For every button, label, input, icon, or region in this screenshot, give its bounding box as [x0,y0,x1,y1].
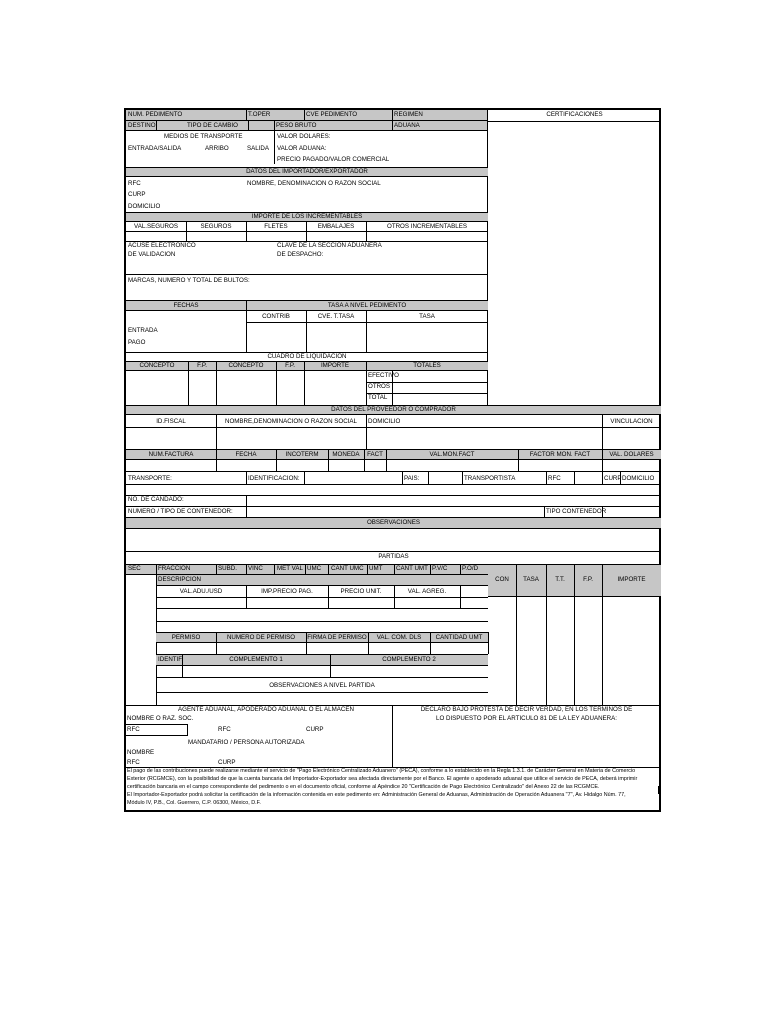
aduana-label: ADUANA [394,122,420,129]
destino-label: DESTINO [128,122,156,129]
otros-label: OTROS [368,383,391,390]
liq-importe: IMPORTE [320,362,350,369]
umc-label: UMC [307,565,322,572]
tipo-cambio-label: TIPO DE CAMBIO [187,122,238,129]
val-seguros-label: VAL.SEGUROS [134,223,178,230]
partidas-title: PARTIDAS [378,553,409,560]
sec-label: SEC [128,565,141,572]
transportista-label: TRANSPORTISTA [464,475,516,482]
fact-label: FACT [367,451,383,458]
liq-totales: TOTALES [413,362,441,369]
certificaciones-label: CERTIFICACIONES [546,111,603,118]
efectivo-label: EFECTIVO [368,372,399,379]
importador-nombre-label: NOMBRE, DENOMINACION O RAZON SOCIAL [247,180,381,187]
agente-rfc-label-2: RFC [218,726,231,733]
fecha-entrada-label: ENTRADA [128,327,158,334]
fletes-label: FLETES [264,223,288,230]
arribo-label: ARRIBO [205,145,229,152]
importador-rfc-label: RFC [128,180,141,187]
firma-permiso-label: FIRMA DE PERMISO [307,634,367,641]
agente-title: AGENTE ADUANAL, APODERADO ADUANAL O EL ALMACEN [178,706,354,713]
entrada-salida-label: ENTRADA/SALIDA [128,145,182,152]
proveedor-title: DATOS DEL PROVEEDOR O COMPRADOR [331,406,456,413]
cantidad-umt-label: CANTIDAD UMT [435,634,483,641]
liq-concepto-2: CONCEPTO [228,362,264,369]
subd-label: SUBD. [218,565,237,572]
fecha-pago-label: PAGO [128,339,146,346]
footer-line-2: Exterior (RCGMCE), con la posibilidad de que la cuenta bancaria del Importador-Exportador sea afectada directamente por el Banco. El agente o apoderado aduanal que utilice el servicio de PECA, deberá imprimir [127,776,638,782]
id-fiscal-label: ID.FISCAL [156,418,186,425]
medios-transporte-label: MEDIOS DE TRANSPORTE [164,133,243,140]
valor-dolares-label: VALOR DOLARES: [277,133,331,140]
clave-seccion-label-2: DE DESPACHO: [277,251,324,258]
complemento1-label: COMPLEMENTO 1 [229,656,283,663]
factor-mon-label: FACTOR MON. FACT [529,451,591,458]
incrementables-title: IMPORTE DE LOS INCREMENTABLES [251,213,363,220]
footer-line-4: El Importador-Exportador podrá solicitar la certificación de la información contenida en este pedimento en: Administración General de Aduanas, Administración de Operación Aduanera "7", Av. Hidalgo Núm. 77, [127,792,626,798]
transporte-curp-label: CURP [604,475,622,482]
liq-concepto-1: CONCEPTO [139,362,175,369]
umt-label: UMT [369,565,383,572]
fp-partida-label: F.P. [583,576,593,583]
identificacion-label: IDENTIFICACION: [248,475,300,482]
tipo-contenedor-label: TIPO CONTENEDOR [546,508,607,515]
complemento2-label: COMPLEMENTO 2 [382,656,436,663]
imp-precio-label: IMP.PRECIO PAG. [261,588,313,595]
proveedor-domicilio-label: DOMICILIO [368,418,401,425]
mandatario-nombre-label: NOMBRE [127,749,155,756]
importe-partida-label: IMPORTE [617,576,646,583]
con-label: CON [495,576,509,583]
moneda-label: MONEDA [332,451,360,458]
val-dolares-label: VAL. DOLARES [609,451,654,458]
transporte-domicilio-label: DOMICILIO [622,475,655,482]
permiso-label: PERMISO [171,634,201,641]
num-factura-label: NUM.FACTURA [148,451,194,458]
importador-domicilio-label: DOMICILIO [128,203,161,210]
vinc-label: VINC [248,565,263,572]
acuse-label-1: ACUSE ELECTRONICO [128,242,196,249]
numero-permiso-label: NUMERO DE PERMISO [226,634,296,641]
pvc-label: P.V/C [432,565,448,572]
t-oper-label: T.OPER [248,111,271,118]
contenedor-label: NUMERO / TIPO DE CONTENEDOR: [128,508,233,515]
pais-label: PAIS: [404,475,420,482]
agente-nombre-label: NOMBRE O RAZ. SOC. [127,715,194,722]
importador-curp-label: CURP [128,191,146,198]
val-agreg-label: VAL. AGREG. [407,588,447,595]
incoterm-label: INCOTERM [285,451,319,458]
regimen-label: REGIMEN [394,111,423,118]
cve-pedimento-label: CVE PEDIMENTO [306,111,358,118]
cve-tasa-label: CVE. T.TASA [317,313,355,320]
liq-fp-2: F.P. [285,362,295,369]
tasa-partida-label: TASA [523,576,539,583]
cant-umc-label: CANT UMC [331,565,364,572]
identif-label: IDENTIF. [158,656,184,663]
contrib-label: CONTRIB [262,313,290,320]
footer-mark [658,786,661,794]
transporte-label: TRANSPORTE: [128,475,172,482]
total-label: TOTAL [368,394,388,401]
pedimento-form [124,108,661,812]
mandatario-rfc-label: RFC [127,759,140,766]
mandatario-curp-label: CURP [218,759,236,766]
proveedor-nombre-label: NOMBRE,DENOMINACION O RAZON SOCIAL [224,418,357,425]
num-pedimento-label: NUM. PEDIMENTO [128,111,183,118]
peso-bruto-label: PESO BRUTO [276,122,317,129]
tasa-label: TASA [419,313,435,320]
descripcion-bar [156,575,488,586]
pod-label: P.O/D [462,565,479,572]
marcas-label: MARCAS, NUMERO Y TOTAL DE BULTOS: [128,277,250,284]
embalajes-label: EMBALAJES [317,223,355,230]
declaro-line-2: LO DISPUESTO POR EL ARTICULO 81 DE LA LEY ADUANERA: [436,715,617,722]
mandatario-label: MANDATARIO / PERSONA AUTORIZADA [188,739,305,746]
precio-pagado-label: PRECIO PAGADO/VALOR COMERCIAL [277,156,390,163]
transporte-rfc-label: RFC [548,475,561,482]
footer-line-1: El pago de las contribuciones puede realizarse mediante el servicio de "Pago Electrónico Centralizado Aduanero" (PECA), conforme a lo establecido en la Regla 1.3.1. de Carácter General en Materia de Comercio [127,768,636,774]
obs-partida-label: OBSERVACIONES A NIVEL PARTIDA [269,682,375,689]
val-adu-label: VAL.ADU./USD [179,588,223,595]
agente-curp-label: CURP [306,726,324,733]
met-val-label: MET VAL [277,565,303,572]
declaro-line-1: DECLARO BAJO PROTESTA DE DECIR VERDAD, EN LOS TERMINOS DE [420,706,633,713]
candado-label: NO. DE CANDADO: [128,496,184,503]
val-com-label: VAL. COM. DLS [376,634,422,641]
fecha-factura-label: FECHA [235,451,257,458]
otros-incrementables-label: OTROS INCREMENTABLES [387,223,467,230]
observaciones-title: OBSERVACIONES [366,519,421,526]
tasa-nivel-title: TASA A NIVEL PEDIMENTO [327,302,407,309]
valor-aduana-label: VALOR ADUANA: [277,145,327,152]
importador-title: DATOS DEL IMPORTADOR/EXPORTADOR [246,168,368,175]
footer-line-3: certificación bancaria en el campo correspondiente del pedimento o en el documento oficial, conforme al Apéndice 20 "Certificación de Pago Electrónico Centralizado" del Anexo 22 de las RCGMCE. [127,784,600,790]
val-mon-fact-label: VAL.MON.FACT [429,451,475,458]
descripcion-label: DESCRIPCION [158,576,201,583]
fechas-title: FECHAS [173,302,199,309]
agente-rfc-label: RFC [127,726,140,733]
seguros-label: SEGUROS [200,223,232,230]
precio-unit-label: PRECIO UNIT. [340,588,382,595]
tt-label: T.T. [555,576,565,583]
clave-seccion-label-1: CLAVE DE LA SECCION ADUANERA [277,242,382,249]
cant-umt-label: CANT UMT [396,565,428,572]
salida-label: SALIDA [247,145,270,152]
liquidacion-title: CUADRO DE LIQUIDACION [267,353,347,360]
vinculacion-label: VINCULACION [610,418,653,425]
liq-fp-1: F.P. [197,362,207,369]
acuse-label-2: DE VALIDACION [128,251,176,258]
footer-line-5: Módulo IV, P.B., Col. Guerrero, C.P. 06300, México, D.F. [127,800,261,806]
fraccion-label: FRACCION [158,565,191,572]
